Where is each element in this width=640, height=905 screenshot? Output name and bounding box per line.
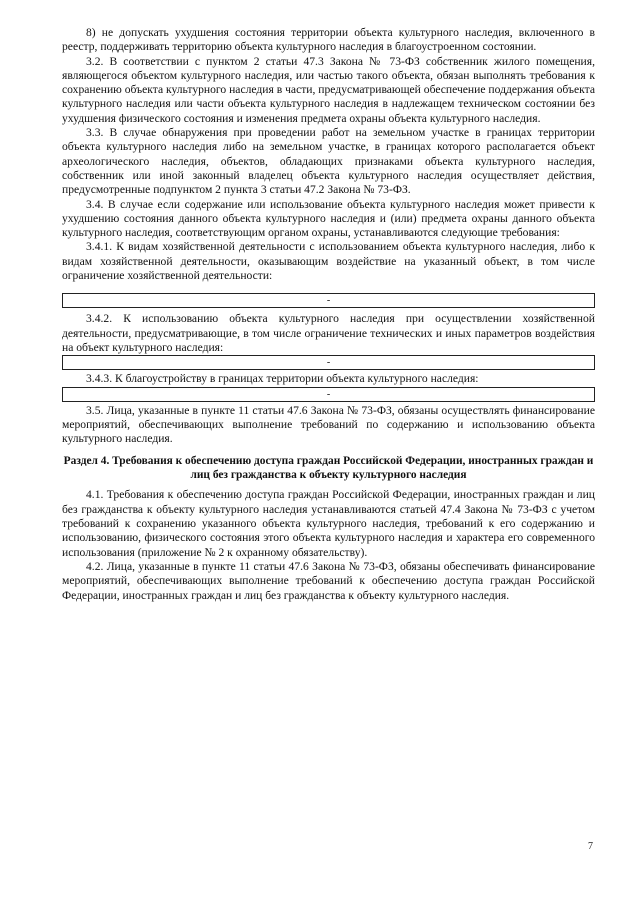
paragraph-3-4-1: 3.4.1. К видам хозяйственной деятельности с использованием объекта культурного наследия, либо к видам хозяйственной деятельности, оказывающим воздействие на указанный объект, в том числе ограничение хозяйственной деятельности: <box>62 240 595 283</box>
paragraph-4-2: 4.2. Лица, указанные в пункте 11 статьи 47.6 Закона № 73-ФЗ, обязаны обеспечивать финансирование мероприятий, обеспечивающих выполнение требований к обеспечению доступа граждан Российской Федерации, иностранных граждан и лиц без гражданства к объекту культурного наследия. <box>62 559 595 602</box>
section-4-heading: Раздел 4. Требования к обеспечению доступа граждан Российской Федерации, иностранных граждан и лиц без гражданства к объекту культурного наследия <box>63 455 594 482</box>
document-page <box>62 26 595 603</box>
paragraph-item-8: 8) не допускать ухудшения состояния территории объекта культурного наследия, включенного в реестр, поддерживать территорию объекта культурного наследия в благоустроенном состоянии. <box>62 26 595 54</box>
paragraph-3-3: 3.3. В случае обнаружения при проведении работ на земельном участке в границах территории объекта культурного наследия либо на земельном участке, в границах которого располагается объект археологического наследия, объектов, обладающих признаками объекта культурного наследия, собственник или иной законный владелец объекта культурного наследия осуществляет действия, предусмотренные подпунктом 2 пункта 3 статьи 47.2 Закона № 73-ФЗ. <box>62 126 595 197</box>
page-number: 7 <box>588 841 593 852</box>
paragraph-3-4: 3.4. В случае если содержание или использование объекта культурного наследия может привести к ухудшению состояния данного объекта культурного наследия и (или) предмета охраны данного объекта культурного наследия, соответствующим органом охраны, устанавливаются следующие требования: <box>62 197 595 240</box>
field-box-3-4-3: - <box>62 387 595 402</box>
paragraph-3-2: 3.2. В соответствии с пунктом 2 статьи 47.3 Закона № 73-ФЗ собственник жилого помещения, являющегося объектом культурного наследия, или частью такого объекта, обязан выполнять требования к сохранению объекта культурного наследия в части, предусматривающей обеспечение поддержания объекта культурного наследия или части объекта культурного наследия в надлежащем техническом состоянии без ухудшения физического состояния и изменения предмета охраны объекта культурного наследия. <box>62 54 595 125</box>
paragraph-3-5: 3.5. Лица, указанные в пункте 11 статьи 47.6 Закона № 73-ФЗ, обязаны осуществлять финансирование мероприятий, обеспечивающих выполнение требований по содержанию и использованию объекта культурного наследия. <box>62 403 595 446</box>
paragraph-3-4-2: 3.4.2. К использованию объекта культурного наследия при осуществлении хозяйственной деятельности, предусматривающие, в том числе ограничение технических и иных параметров воздействия на объект культурного наследия: <box>62 312 595 354</box>
field-box-3-4-2: - <box>62 355 595 370</box>
blank-line <box>62 283 595 293</box>
field-box-3-4-1: - <box>62 293 595 308</box>
paragraph-3-4-3: 3.4.3. К благоустройству в границах территории объекта культурного наследия: <box>86 372 479 386</box>
paragraph-4-1: 4.1. Требования к обеспечению доступа граждан Российской Федерации, иностранных граждан и лиц без гражданства к объекту культурного наследия устанавливаются статьей 47.4 Закона № 73-ФЗ с учетом требований к сохранению указанного объекта культурного наследия, требований к его содержанию и использованию, физического состояния этого объекта культурного наследия и характера его современного использования (приложение № 2 к охранному обязательству). <box>62 488 595 559</box>
